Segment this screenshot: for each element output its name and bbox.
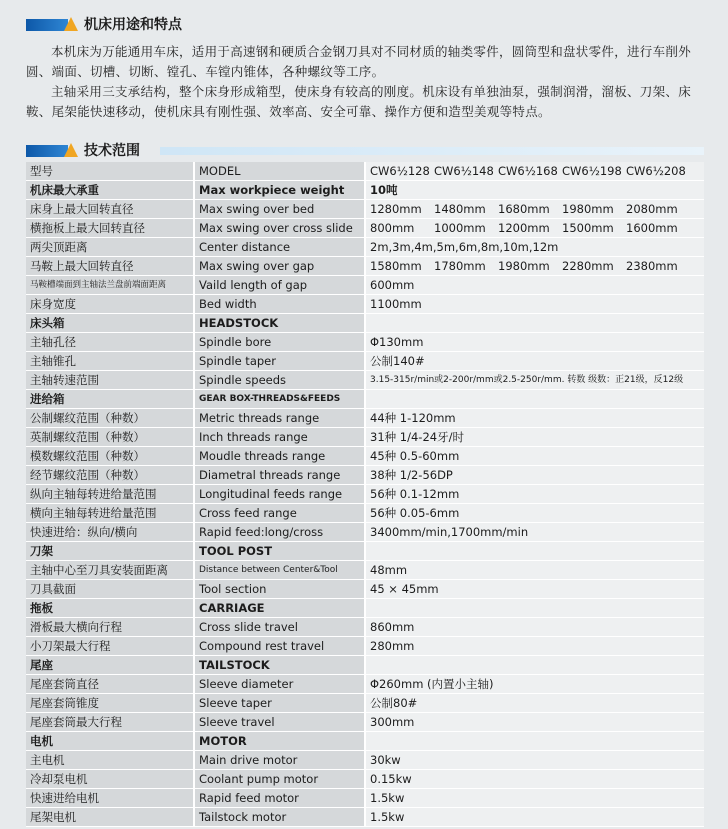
table-row	[26, 504, 704, 523]
spec-label-cn: 经节螺纹范围（种数）	[26, 466, 194, 485]
spec-label-cn: 尾架电机	[26, 808, 194, 827]
spec-label-cn: 刀架	[26, 542, 194, 561]
spec-value	[365, 390, 704, 409]
table-row	[26, 580, 704, 599]
spec-label-en: Sleeve taper	[194, 694, 365, 713]
section-header-usage	[0, 15, 728, 35]
header-bar-decoration	[26, 19, 68, 31]
table-row	[26, 770, 704, 789]
spec-value: 公制140#	[365, 352, 704, 371]
spec-value: 10吨	[365, 181, 704, 200]
spec-value: 860mm	[365, 618, 704, 637]
table-row	[26, 789, 704, 808]
spec-label-cn: 电机	[26, 732, 194, 751]
spec-value	[365, 599, 704, 618]
spec-value: 45种 0.5-60mm	[365, 447, 704, 466]
table-row	[26, 238, 704, 257]
spec-value-item: 1200mm	[498, 221, 550, 235]
spec-label-cn: 尾座套筒最大行程	[26, 713, 194, 732]
spec-label-en: Spindle taper	[194, 352, 365, 371]
spec-value: 600mm	[365, 276, 704, 295]
spec-value: 1.5kw	[365, 808, 704, 827]
spec-label-cn: 主轴中心至刀具安装面距离	[26, 561, 194, 580]
spec-value: 56种 0.05-6mm	[365, 504, 704, 523]
spec-label-cn: 快速进给：纵向/横向	[26, 523, 194, 542]
spec-value: 31种 1/4-24牙/时	[365, 428, 704, 447]
spec-label-cn: 尾座套筒锥度	[26, 694, 194, 713]
spec-value-item: 1680mm	[498, 202, 550, 216]
spec-label-cn: 英制螺纹范围（种数）	[26, 428, 194, 447]
spec-value: 44种 1-120mm	[365, 409, 704, 428]
spec-value: 2m,3m,4m,5m,6m,8m,10m,12m	[365, 238, 704, 257]
spec-label-en: Spindle speeds	[194, 371, 365, 390]
spec-label-en: Tool section	[194, 580, 365, 599]
table-row	[26, 713, 704, 732]
spec-label-cn: 拖板	[26, 599, 194, 618]
table-row	[26, 656, 704, 675]
spec-label-cn: 床身宽度	[26, 295, 194, 314]
table-row	[26, 637, 704, 656]
table-row	[26, 352, 704, 371]
spec-label-en: Spindle bore	[194, 333, 365, 352]
spec-value	[365, 542, 704, 561]
table-row	[26, 694, 704, 713]
spec-label-en: Main drive motor	[194, 751, 365, 770]
header-triangle-icon	[64, 17, 78, 31]
spec-label-en: Cross feed range	[194, 504, 365, 523]
spec-label-cn: 床头箱	[26, 314, 194, 333]
table-row	[26, 333, 704, 352]
header-line-decoration	[160, 147, 704, 155]
spec-label-cn: 床身上最大回转直径	[26, 200, 194, 219]
table-row	[26, 561, 704, 580]
spec-label-cn: 冷却泵电机	[26, 770, 194, 789]
spec-value-item: 1780mm	[434, 259, 486, 273]
spec-label-en: Distance between Center&Tool	[194, 561, 365, 580]
table-row	[26, 447, 704, 466]
spec-label-en: Center distance	[194, 238, 365, 257]
table-row	[26, 314, 704, 333]
section-title: 机床用途和特点	[84, 17, 182, 33]
table-row	[26, 523, 704, 542]
table-row	[26, 732, 704, 751]
spec-label-en: Metric threads range	[194, 409, 365, 428]
spec-label-cn: 滑板最大横向行程	[26, 618, 194, 637]
spec-label-en: Cross slide travel	[194, 618, 365, 637]
spec-label-cn: 刀具截面	[26, 580, 194, 599]
spec-value	[365, 257, 704, 276]
spec-label-cn: 两尖顶距离	[26, 238, 194, 257]
table-row	[26, 751, 704, 770]
spec-label-cn: 主电机	[26, 751, 194, 770]
spec-label-cn: 快速进给电机	[26, 789, 194, 808]
spec-value	[365, 656, 704, 675]
spec-label-en: MOTOR	[194, 732, 365, 751]
spec-value: 30kw	[365, 751, 704, 770]
spec-value-item: 1480mm	[434, 202, 486, 216]
spec-label-cn: 模数螺纹范围（种数）	[26, 447, 194, 466]
table-row	[26, 466, 704, 485]
spec-value: 0.15kw	[365, 770, 704, 789]
paragraph-2: 主轴采用三支承结构，整个床身形成箱型，使床身有较高的刚度。机床设有单独油泵，强制润滑，溜板、刀架、床鞍、尾架能快速移动，使机床具有刚性强、效率高、安全可靠、操作方便和造型美观等特点。	[26, 84, 692, 119]
table-row	[26, 428, 704, 447]
spec-value: Φ130mm	[365, 333, 704, 352]
spec-label-cn: 型号	[26, 162, 194, 181]
spec-label-en: Diametral threads range	[194, 466, 365, 485]
spec-label-cn: 小刀架最大行程	[26, 637, 194, 656]
spec-value: Φ260mm (内置小主轴)	[365, 675, 704, 694]
spec-value-item: 2080mm	[626, 202, 678, 216]
spec-label-en: MODEL	[194, 162, 365, 181]
table-row	[26, 181, 704, 200]
table-row	[26, 675, 704, 694]
spec-value: 1100mm	[365, 295, 704, 314]
table-row	[26, 200, 704, 219]
spec-value: 56种 0.1-12mm	[365, 485, 704, 504]
spec-value-item: 800mm	[370, 221, 415, 235]
table-row	[26, 257, 704, 276]
spec-value: 38种 1/2-56DP	[365, 466, 704, 485]
spec-value	[365, 732, 704, 751]
spec-label-en: HEADSTOCK	[194, 314, 365, 333]
spec-value-item: CW6½208	[626, 164, 686, 178]
spec-value-item: 2280mm	[562, 259, 614, 273]
spec-label-en: Moudle threads range	[194, 447, 365, 466]
spec-value-item: 1500mm	[562, 221, 614, 235]
table-row	[26, 219, 704, 238]
spec-value	[365, 200, 704, 219]
spec-label-en: TOOL POST	[194, 542, 365, 561]
spec-value-item: 1980mm	[498, 259, 550, 273]
spec-value	[365, 314, 704, 333]
table-row	[26, 276, 704, 295]
header-bar-decoration	[26, 145, 68, 157]
spec-label-en: Compound rest travel	[194, 637, 365, 656]
table-row	[26, 485, 704, 504]
table-row	[26, 409, 704, 428]
table-row	[26, 390, 704, 409]
spec-label-en: Sleeve travel	[194, 713, 365, 732]
table-row	[26, 599, 704, 618]
section-title: 技术范围	[84, 143, 140, 159]
table-row	[26, 618, 704, 637]
section-header-specs	[0, 141, 728, 161]
spec-label-en: Rapid feed motor	[194, 789, 365, 808]
table-row	[26, 542, 704, 561]
spec-label-en: Longitudinal feeds range	[194, 485, 365, 504]
spec-value-item: 1580mm	[370, 259, 422, 273]
spec-value	[365, 219, 704, 238]
spec-label-cn: 尾座	[26, 656, 194, 675]
spec-label-cn: 纵向主轴每转进给量范围	[26, 485, 194, 504]
spec-label-en: Bed width	[194, 295, 365, 314]
spec-label-cn: 主轴锥孔	[26, 352, 194, 371]
header-triangle-icon	[64, 143, 78, 157]
spec-label-en: Max swing over gap	[194, 257, 365, 276]
spec-label-cn: 公制螺纹范围（种数）	[26, 409, 194, 428]
spec-label-en: Rapid feed:long/cross	[194, 523, 365, 542]
table-row	[26, 295, 704, 314]
spec-value	[365, 162, 704, 181]
table-row	[26, 808, 704, 827]
spec-label-cn: 主轴孔径	[26, 333, 194, 352]
spec-value: 48mm	[365, 561, 704, 580]
spec-label-cn: 横向主轴每转进给量范围	[26, 504, 194, 523]
table-row	[26, 371, 704, 390]
spec-value-item: CW6½198	[562, 164, 622, 178]
spec-value-item: CW6½148	[434, 164, 494, 178]
spec-label-en: GEAR BOX-THREADS&FEEDS	[194, 390, 365, 409]
usage-description	[26, 42, 708, 122]
spec-label-en: Sleeve diameter	[194, 675, 365, 694]
spec-label-en: Inch threads range	[194, 428, 365, 447]
spec-label-cn: 主轴转速范围	[26, 371, 194, 390]
spec-value: 300mm	[365, 713, 704, 732]
spec-label-en: Coolant pump motor	[194, 770, 365, 789]
spec-label-cn: 马鞍上最大回转直径	[26, 257, 194, 276]
spec-label-en: Vaild length of gap	[194, 276, 365, 295]
table-row	[26, 162, 704, 181]
paragraph-1: 本机床为万能通用车床，适用于高速钢和硬质合金钢刀具对不同材质的轴类零件，圆筒型和盘状零件，进行车削外圆、端面、切槽、切断、镗孔、车镗内锥体，各种螺纹等工序。	[26, 44, 692, 79]
spec-value: 1.5kw	[365, 789, 704, 808]
spec-value-item: CW6½128	[370, 164, 430, 178]
spec-value-item: 1000mm	[434, 221, 486, 235]
spec-value-item: 1600mm	[626, 221, 678, 235]
spec-label-en: Tailstock motor	[194, 808, 365, 827]
spec-label-en: Max swing over cross slide	[194, 219, 365, 238]
spec-label-en: CARRIAGE	[194, 599, 365, 618]
spec-label-cn: 尾座套筒直径	[26, 675, 194, 694]
spec-label-cn: 横拖板上最大回转直径	[26, 219, 194, 238]
spec-label-cn: 机床最大承重	[26, 181, 194, 200]
spec-value-item: CW6½168	[498, 164, 558, 178]
spec-label-cn: 进给箱	[26, 390, 194, 409]
spec-label-cn: 马鞍槽端面到主轴法兰盘前端面距离	[26, 276, 194, 295]
spec-value: 公制80#	[365, 694, 704, 713]
spec-value-item: 1980mm	[562, 202, 614, 216]
spec-label-en: Max workpiece weight	[194, 181, 365, 200]
spec-value-item: 1280mm	[370, 202, 422, 216]
spec-table	[26, 162, 704, 827]
spec-value-item: 2380mm	[626, 259, 678, 273]
spec-value: 45 × 45mm	[365, 580, 704, 599]
spec-value: 3400mm/min,1700mm/min	[365, 523, 704, 542]
spec-value: 280mm	[365, 637, 704, 656]
spec-value: 3.15-315r/min或2-200r/mm或2.5-250r/mm. 转数 级数：正21级，反12级	[365, 371, 704, 390]
spec-label-en: TAILSTOCK	[194, 656, 365, 675]
spec-label-en: Max swing over bed	[194, 200, 365, 219]
